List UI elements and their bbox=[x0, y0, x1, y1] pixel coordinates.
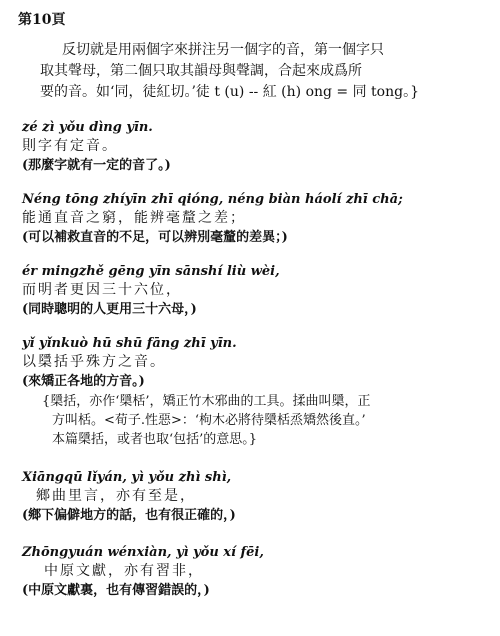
verse-entry bbox=[22, 336, 487, 449]
pinyin-line: ér mingzhě gēng yīn sānshí liù wèi, bbox=[22, 264, 280, 279]
verse-entry bbox=[22, 192, 487, 248]
translation-line: (那麼字就有一定的音了。) bbox=[22, 158, 171, 173]
pinyin-line: Zhōngyuán wénxiàn, yì yǒu xí fēi, bbox=[22, 545, 264, 560]
pinyin-line: Néng tōng zhíyīn zhī qióng, néng biàn háolí zhī chā; bbox=[22, 192, 403, 207]
chinese-line: 中原文獻，亦有習非， bbox=[44, 563, 204, 579]
pinyin-line: zé zì yǒu dìng yīn. bbox=[22, 120, 153, 135]
translation-line: (中原文獻裏，也有傳習錯誤的，) bbox=[22, 583, 210, 598]
intro-line: 取其聲母，第二個只取其韻母與聲調，合起來成爲所 bbox=[40, 63, 362, 79]
verse-entry bbox=[22, 264, 487, 320]
pinyin-line: Xiāngqū lǐyán, yì yǒu zhì shì, bbox=[22, 470, 232, 485]
chinese-line: 鄉曲里言，亦有至是， bbox=[36, 488, 196, 504]
intro-line: 要的音。如‘同，徒紅切。’徒 t (u) -- 紅 (h) ong = 同 tong。} bbox=[40, 84, 419, 100]
chinese-line: 能通直音之窮，能辨毫釐之差； bbox=[22, 210, 246, 226]
note-line: 方叫栝。<荀子.性惡>：‘枸木必將待檃栝烝矯然後直。’ bbox=[52, 413, 366, 428]
intro-paragraph bbox=[40, 40, 480, 103]
pinyin-line: yǐ yǐnkuò hū shū fāng zhī yīn. bbox=[22, 336, 237, 351]
intro-line: 反切就是用兩個字來拼注另一個字的音，第一個字只 bbox=[62, 42, 384, 58]
verse-entry bbox=[22, 120, 487, 176]
translation-line: (同時聰明的人更用三十六母，) bbox=[22, 302, 197, 317]
translation-line: (來矯正各地的方音。) bbox=[22, 374, 145, 389]
note-line: {檃括，亦作‘檃栝’，矯正竹木邪曲的工具。揉曲叫檃，正 bbox=[42, 394, 371, 409]
page-number: 第10頁 bbox=[18, 12, 66, 28]
chinese-line: 以檃括乎殊方之音。 bbox=[22, 354, 166, 370]
verse-entry bbox=[22, 545, 487, 601]
chinese-line: 則字有定音。 bbox=[22, 138, 118, 154]
translation-line: (鄉下偏僻地方的話，也有很正確的，) bbox=[22, 508, 236, 523]
chinese-line: 而明者更因三十六位， bbox=[22, 282, 182, 298]
annotation-note bbox=[22, 392, 487, 449]
verse-entry bbox=[22, 470, 487, 526]
translation-line: (可以補救直音的不足，可以辨別毫釐的差異；) bbox=[22, 230, 288, 245]
note-line: 本篇檃括，或者也取‘包括’的意思。} bbox=[52, 432, 258, 447]
